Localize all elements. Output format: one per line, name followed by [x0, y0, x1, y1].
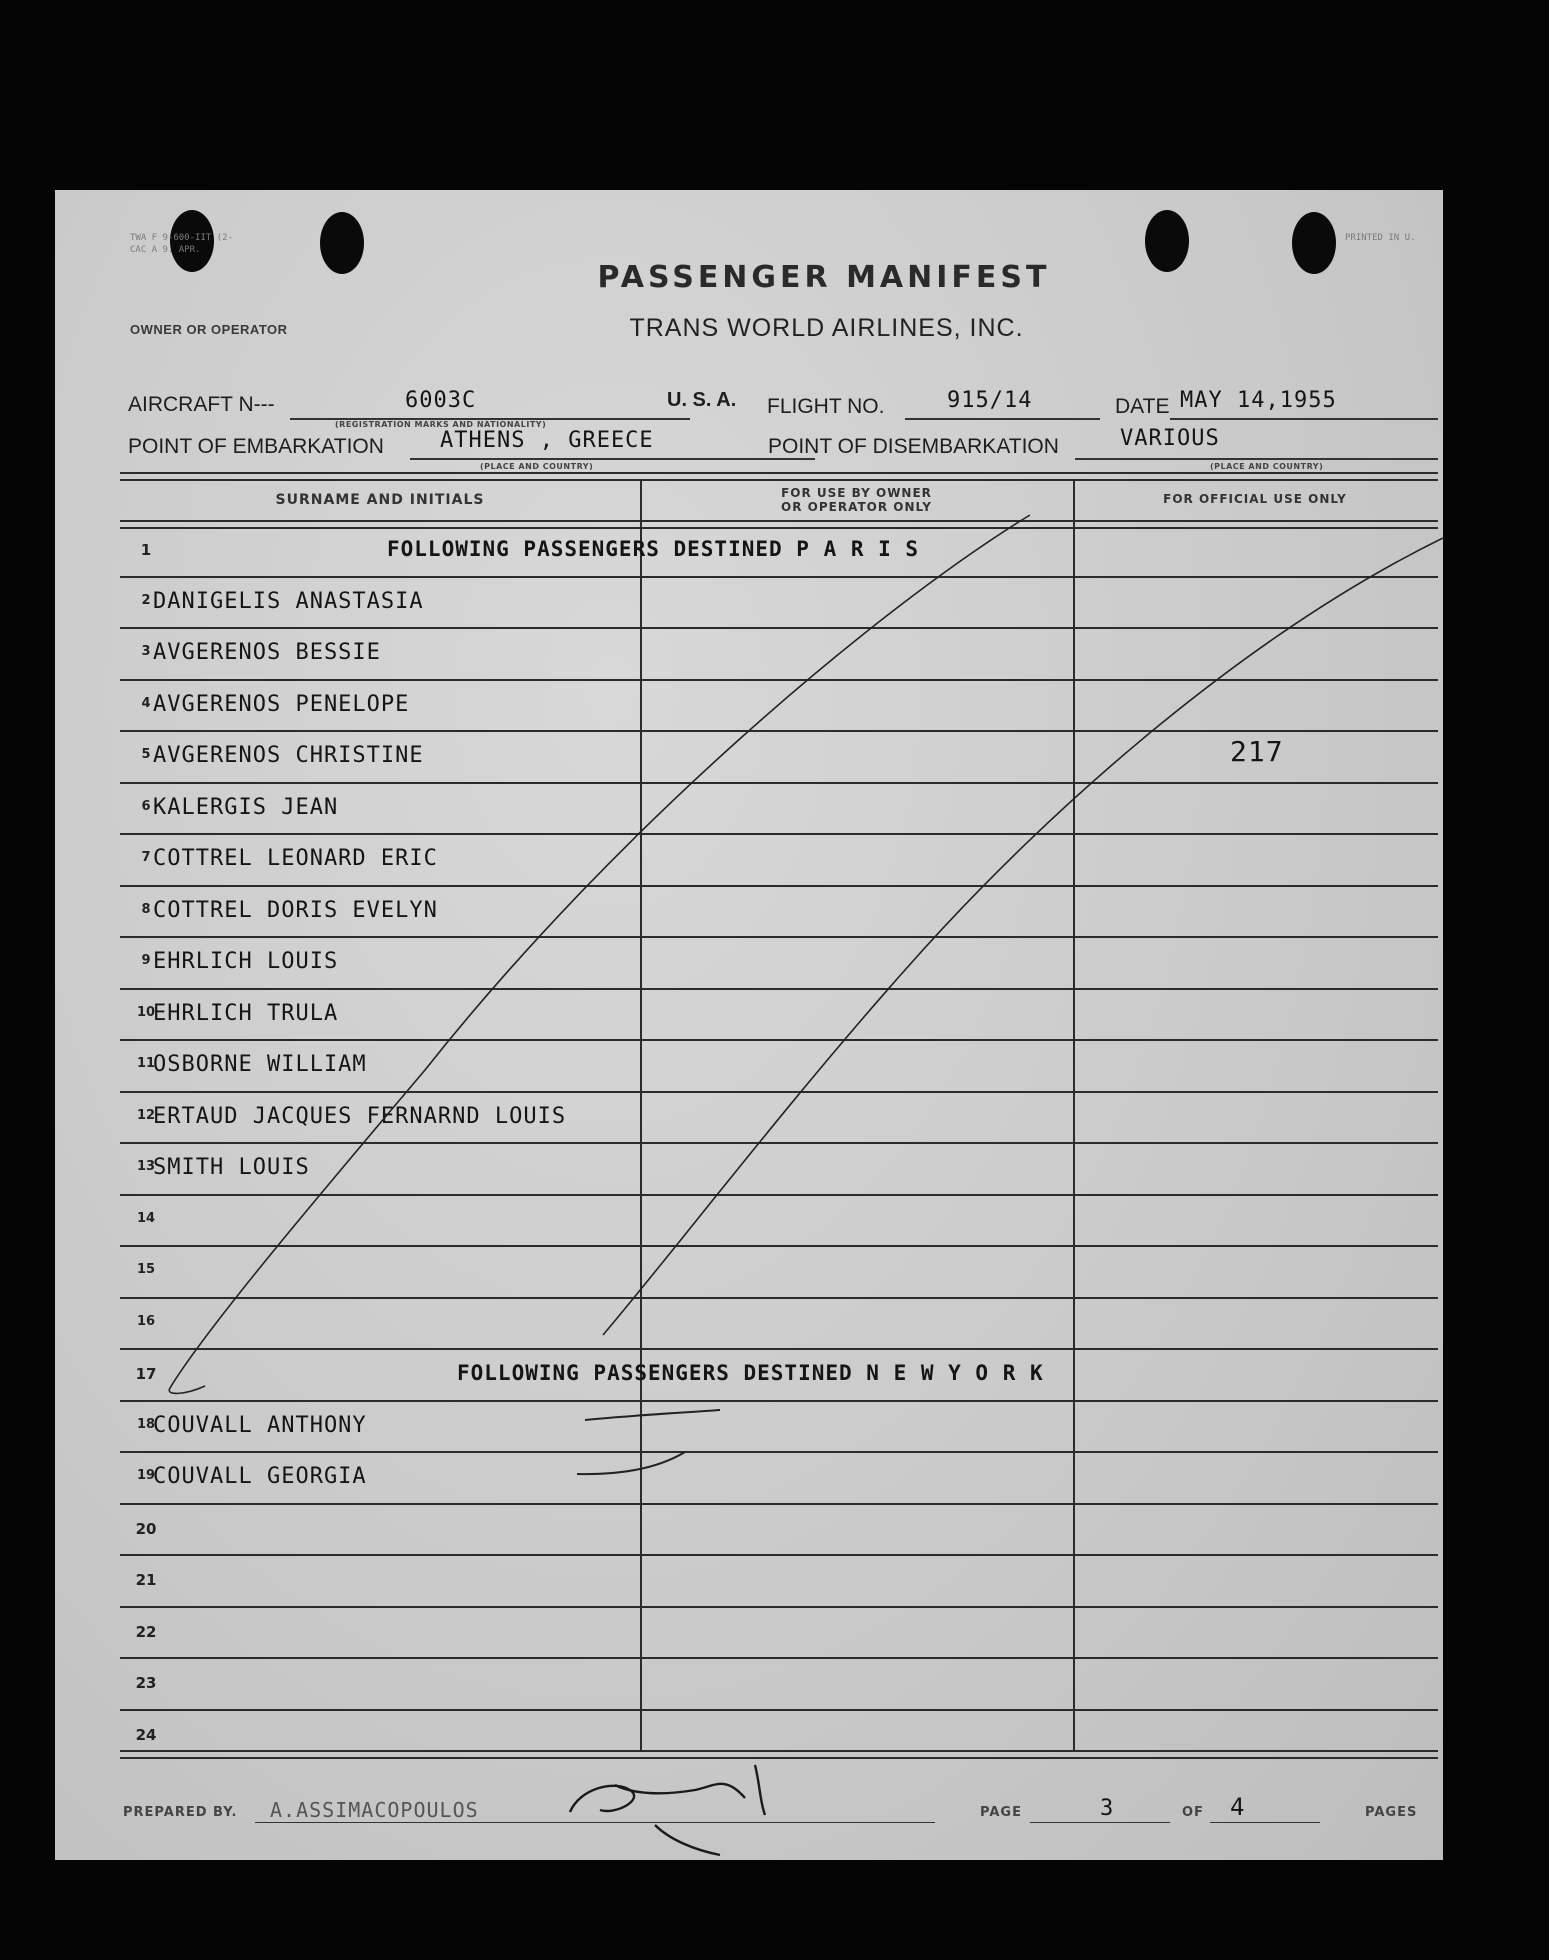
row-number: 19: [136, 1468, 156, 1483]
document-title: PASSENGER MANIFEST: [597, 260, 1051, 295]
manifest-sheet: [55, 190, 1443, 1860]
row-number: 9: [141, 953, 151, 968]
row-number: 2: [141, 592, 151, 608]
passenger-name: EHRLICH LOUIS: [153, 949, 339, 974]
passenger-name: OSBORNE WILLIAM: [153, 1052, 367, 1077]
row-number: 7: [141, 850, 151, 865]
flight-label: FLIGHT NO.: [767, 395, 885, 418]
passenger-name: COUVALL ANTHONY: [153, 1412, 367, 1438]
row-number: 15: [136, 1262, 156, 1277]
passenger-name: DANIGELIS ANASTASIA: [153, 588, 424, 614]
owner-label: OWNER OR OPERATOR: [130, 322, 288, 337]
pen-strike-line: [603, 538, 1443, 1335]
embark-caption: (PLACE AND COUNTRY): [480, 462, 594, 471]
pen-tick-mark: [585, 1410, 720, 1420]
row-number: 13: [136, 1159, 156, 1174]
row-number: 23: [135, 1674, 157, 1692]
row-number: 21: [135, 1571, 157, 1589]
row-number: 5: [141, 747, 151, 762]
passenger-name: SMITH LOUIS: [153, 1155, 310, 1180]
form-number-line2: CAC A 9. APR.: [130, 245, 201, 255]
row-number: 24: [135, 1725, 157, 1744]
disembark-caption: (PLACE AND COUNTRY): [1210, 462, 1324, 471]
column-header-surname: SURNAME AND INITIALS: [275, 492, 485, 508]
passenger-name: EHRLICH TRULA: [153, 1000, 339, 1026]
aircraft-value: 6003C: [405, 388, 477, 413]
passenger-name: AVGERENOS CHRISTINE: [153, 743, 424, 768]
passenger-name: AVGERENOS PENELOPE: [153, 691, 410, 717]
prepared-value: A.ASSIMACOPOULOS: [270, 1798, 479, 1822]
destination-heading: FOLLOWING PASSENGERS DESTINED N E W Y O R K: [457, 1361, 1044, 1385]
column-header-owner-line2: OR OPERATOR ONLY: [781, 500, 932, 514]
row-number: 18: [136, 1416, 156, 1432]
row-number: 20: [135, 1519, 157, 1538]
form-number-line1: TWA F 9-600-IIT (2-: [130, 233, 233, 243]
registration-caption: (REGISTRATION MARKS AND NATIONALITY): [335, 420, 547, 429]
nationality: U. S. A.: [667, 389, 737, 411]
of-label: OF: [1182, 1805, 1204, 1820]
prepared-label: PREPARED BY.: [123, 1805, 238, 1820]
disembark-value: VARIOUS: [1120, 426, 1220, 451]
disembark-label: POINT OF DISEMBARKATION: [768, 435, 1059, 458]
page-value: 3: [1100, 1796, 1115, 1821]
passenger-name: KALERGIS JEAN: [153, 794, 339, 820]
destination-heading: FOLLOWING PASSENGERS DESTINED P A R I S: [387, 537, 920, 561]
row-number: 10: [136, 1004, 156, 1020]
of-value: 4: [1230, 1793, 1246, 1821]
passenger-name: AVGERENOS BESSIE: [153, 640, 381, 665]
pen-strike-line: [169, 515, 1030, 1393]
date-label: DATE: [1115, 395, 1170, 418]
passenger-name: COUVALL GEORGIA: [153, 1464, 367, 1489]
pen-tick-mark: [577, 1452, 685, 1474]
pen-marks: [55, 190, 1443, 1860]
passenger-name: ERTAUD JACQUES FERNARND LOUIS: [153, 1103, 567, 1129]
column-header-owner-line1: FOR USE BY OWNER: [781, 486, 932, 500]
row-number: 17: [135, 1365, 157, 1383]
row-number: 14: [136, 1210, 156, 1226]
airline-name: TRANS WORLD AIRLINES, INC.: [629, 314, 1024, 342]
page-label: PAGE: [980, 1805, 1022, 1820]
row-number: 4: [141, 695, 151, 711]
column-header-official: FOR OFFICIAL USE ONLY: [1163, 492, 1347, 506]
embark-value: ATHENS , GREECE: [440, 428, 654, 453]
official-use-value: 217: [1230, 735, 1284, 768]
row-number: 6: [141, 798, 151, 814]
passenger-name: COTTREL DORIS EVELYN: [153, 897, 438, 923]
row-number: 1: [140, 541, 152, 559]
row-number: 12: [136, 1107, 156, 1123]
row-number: 11: [136, 1056, 156, 1071]
printed-note: PRINTED IN U.: [1345, 233, 1416, 243]
row-number: 16: [136, 1313, 156, 1329]
row-number: 22: [135, 1622, 157, 1641]
aircraft-label: AIRCRAFT N---: [128, 393, 275, 416]
date-value: MAY 14,1955: [1180, 388, 1337, 413]
row-number: 8: [141, 901, 151, 917]
passenger-name: COTTREL LEONARD ERIC: [153, 846, 438, 871]
flight-value: 915/14: [947, 388, 1033, 413]
pages-label: PAGES: [1365, 1805, 1418, 1820]
embark-label: POINT OF EMBARKATION: [128, 435, 384, 458]
signature: [570, 1765, 765, 1855]
row-number: 3: [141, 644, 151, 659]
